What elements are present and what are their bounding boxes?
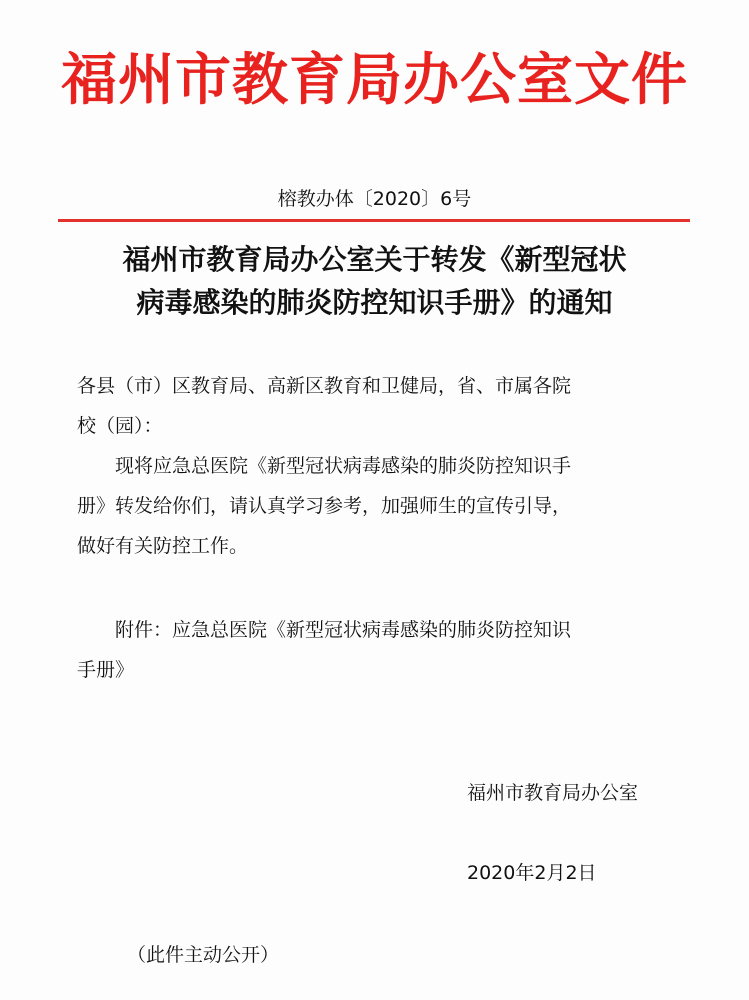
issue-date: 2020年2月2日 [467, 862, 597, 884]
body-paragraph [77, 446, 677, 566]
attachment-line: 手册》 [77, 659, 135, 681]
addressee-line: 各县（市）区教育局、高新区教育和卫健局，省、市属各院 [77, 375, 572, 397]
document-number: 榕教办体〔2020〕6号 [277, 188, 472, 210]
attachment-note [77, 610, 677, 690]
body-line: 册》转发给你们，请认真学习参考，加强师生的宣传引导， [77, 495, 572, 517]
attachment-line: 附件：应急总医院《新型冠状病毒感染的肺炎防控知识 [115, 619, 572, 641]
red-divider-line [58, 219, 690, 222]
body-line: 现将应急总医院《新型冠状病毒感染的肺炎防控知识手 [115, 455, 572, 477]
notice-title [40, 238, 709, 324]
notice-title-line: 福州市教育局办公室关于转发《新型冠状 [122, 243, 627, 276]
addressee-line: 校（园）： [77, 415, 163, 437]
notice-title-line: 病毒感染的肺炎防控知识手册》的通知 [136, 286, 613, 319]
addressee [77, 366, 677, 446]
body-line: 做好有关防控工作。 [77, 535, 249, 557]
issuer-signature: 福州市教育局办公室 [467, 782, 639, 804]
disclosure-note: （此件主动公开） [127, 944, 280, 966]
masthead-title: 福州市教育局办公室文件 [61, 48, 688, 113]
